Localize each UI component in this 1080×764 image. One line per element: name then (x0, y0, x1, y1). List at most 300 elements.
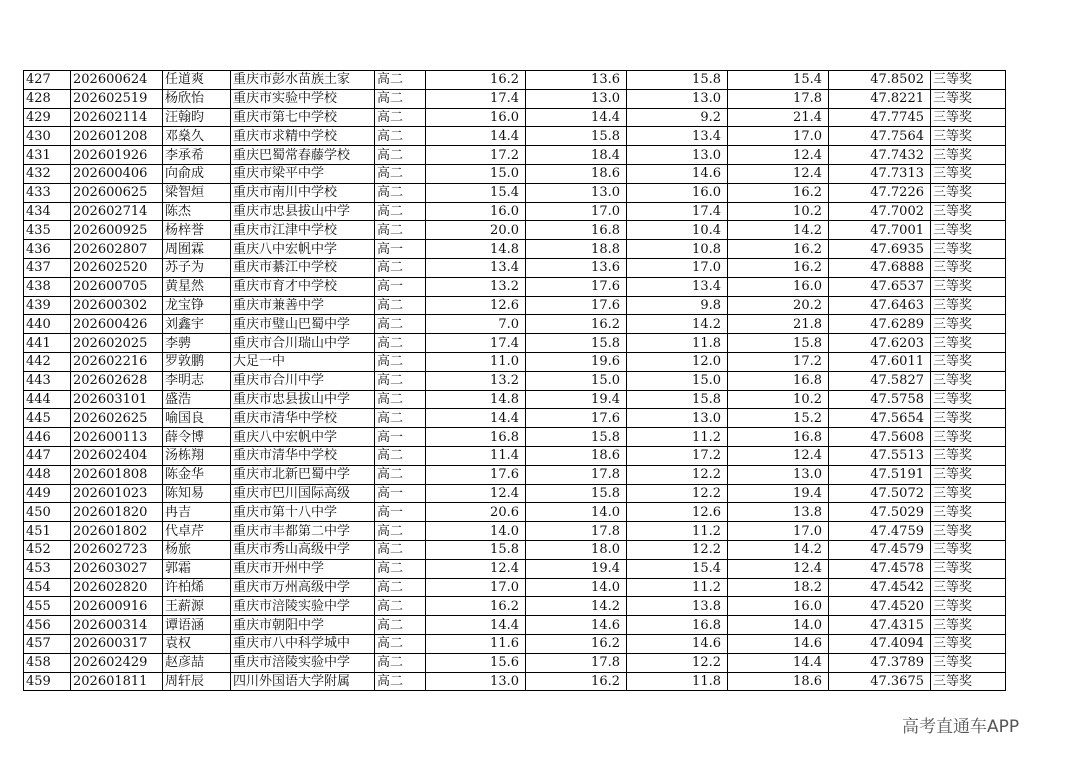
score-3-cell: 17.0 (627, 258, 728, 277)
total-score-cell: 47.5513 (829, 446, 931, 465)
exam-id-cell: 202600317 (71, 634, 163, 653)
rank-cell: 457 (24, 634, 71, 653)
score-2-cell: 14.2 (526, 597, 627, 616)
student-name-cell: 刘鑫宇 (163, 315, 231, 334)
score-3-cell: 11.2 (627, 428, 728, 447)
score-1-cell: 11.4 (426, 446, 526, 465)
total-score-cell: 47.6463 (829, 296, 931, 315)
award-cell: 三等奖 (931, 597, 1006, 616)
total-score-cell: 47.5029 (829, 503, 931, 522)
rank-cell: 443 (24, 371, 71, 390)
total-score-cell: 47.5758 (829, 390, 931, 409)
school-cell: 重庆市忠县拔山中学 (231, 390, 375, 409)
score-2-cell: 15.8 (526, 127, 627, 146)
score-1-cell: 20.0 (426, 221, 526, 240)
rank-cell: 432 (24, 164, 71, 183)
student-name-cell: 汤栋翔 (163, 446, 231, 465)
student-name-cell: 冉吉 (163, 503, 231, 522)
score-3-cell: 15.4 (627, 559, 728, 578)
score-4-cell: 10.2 (728, 202, 829, 221)
score-4-cell: 12.4 (728, 446, 829, 465)
score-1-cell: 16.2 (426, 597, 526, 616)
score-2-cell: 17.6 (526, 409, 627, 428)
table-row (24, 484, 1006, 503)
exam-id-cell: 202600426 (71, 315, 163, 334)
school-cell: 重庆市南川中学校 (231, 183, 375, 202)
score-3-cell: 13.0 (627, 89, 728, 108)
exam-id-cell: 202602429 (71, 653, 163, 672)
school-cell: 重庆市江津中学校 (231, 221, 375, 240)
grade-cell: 高二 (375, 465, 426, 484)
score-1-cell: 11.6 (426, 634, 526, 653)
grade-cell: 高二 (375, 146, 426, 165)
score-3-cell: 16.8 (627, 616, 728, 635)
award-cell: 三等奖 (931, 371, 1006, 390)
school-cell: 重庆市万州高级中学 (231, 578, 375, 597)
score-4-cell: 17.2 (728, 352, 829, 371)
score-3-cell: 11.2 (627, 522, 728, 541)
score-1-cell: 17.0 (426, 578, 526, 597)
rank-cell: 446 (24, 428, 71, 447)
total-score-cell: 47.6537 (829, 277, 931, 296)
student-name-cell: 杨旅 (163, 540, 231, 559)
rank-cell: 436 (24, 240, 71, 259)
table-row (24, 127, 1006, 146)
score-2-cell: 14.4 (526, 108, 627, 127)
score-3-cell: 16.0 (627, 183, 728, 202)
rank-cell: 459 (24, 672, 71, 691)
table-row (24, 371, 1006, 390)
school-cell: 重庆市合川瑞山中学 (231, 334, 375, 353)
score-1-cell: 16.2 (426, 71, 526, 90)
rank-cell: 433 (24, 183, 71, 202)
exam-id-cell: 202600625 (71, 183, 163, 202)
table-row (24, 522, 1006, 541)
score-2-cell: 18.0 (526, 540, 627, 559)
total-score-cell: 47.7226 (829, 183, 931, 202)
score-3-cell: 15.0 (627, 371, 728, 390)
score-3-cell: 17.2 (627, 446, 728, 465)
table-row (24, 616, 1006, 635)
award-cell: 三等奖 (931, 202, 1006, 221)
score-3-cell: 14.6 (627, 164, 728, 183)
score-4-cell: 14.2 (728, 221, 829, 240)
grade-cell: 高二 (375, 315, 426, 334)
score-2-cell: 19.6 (526, 352, 627, 371)
school-cell: 重庆市秀山高级中学 (231, 540, 375, 559)
score-1-cell: 14.4 (426, 409, 526, 428)
score-4-cell: 19.4 (728, 484, 829, 503)
rank-cell: 448 (24, 465, 71, 484)
school-cell: 重庆市第十八中学 (231, 503, 375, 522)
table-row (24, 108, 1006, 127)
score-1-cell: 17.4 (426, 89, 526, 108)
score-4-cell: 18.6 (728, 672, 829, 691)
score-4-cell: 12.4 (728, 146, 829, 165)
exam-id-cell: 202602723 (71, 540, 163, 559)
exam-id-cell: 202600302 (71, 296, 163, 315)
student-name-cell: 任道爽 (163, 71, 231, 90)
rank-cell: 455 (24, 597, 71, 616)
rank-cell: 450 (24, 503, 71, 522)
student-name-cell: 罗敦鹏 (163, 352, 231, 371)
score-3-cell: 12.0 (627, 352, 728, 371)
rank-cell: 445 (24, 409, 71, 428)
table-row (24, 653, 1006, 672)
grade-cell: 高二 (375, 183, 426, 202)
score-4-cell: 16.2 (728, 258, 829, 277)
total-score-cell: 47.4094 (829, 634, 931, 653)
total-score-cell: 47.4520 (829, 597, 931, 616)
score-4-cell: 15.8 (728, 334, 829, 353)
score-4-cell: 14.0 (728, 616, 829, 635)
score-4-cell: 15.2 (728, 409, 829, 428)
student-name-cell: 周轩辰 (163, 672, 231, 691)
award-cell: 三等奖 (931, 146, 1006, 165)
award-cell: 三等奖 (931, 522, 1006, 541)
score-4-cell: 21.8 (728, 315, 829, 334)
award-cell: 三等奖 (931, 446, 1006, 465)
table-row (24, 183, 1006, 202)
grade-cell: 高一 (375, 240, 426, 259)
school-cell: 重庆市兼善中学 (231, 296, 375, 315)
total-score-cell: 47.4542 (829, 578, 931, 597)
score-1-cell: 12.6 (426, 296, 526, 315)
score-4-cell: 14.2 (728, 540, 829, 559)
school-cell: 重庆市梁平中学 (231, 164, 375, 183)
total-score-cell: 47.7745 (829, 108, 931, 127)
grade-cell: 高二 (375, 352, 426, 371)
award-cell: 三等奖 (931, 653, 1006, 672)
total-score-cell: 47.8502 (829, 71, 931, 90)
grade-cell: 高二 (375, 334, 426, 353)
score-1-cell: 12.4 (426, 484, 526, 503)
score-3-cell: 13.4 (627, 277, 728, 296)
score-2-cell: 18.4 (526, 146, 627, 165)
table-row (24, 540, 1006, 559)
school-cell: 重庆市綦江中学校 (231, 258, 375, 277)
total-score-cell: 47.6935 (829, 240, 931, 259)
award-cell: 三等奖 (931, 540, 1006, 559)
grade-cell: 高二 (375, 71, 426, 90)
grade-cell: 高二 (375, 672, 426, 691)
table-row (24, 71, 1006, 90)
award-cell: 三等奖 (931, 127, 1006, 146)
score-2-cell: 17.0 (526, 202, 627, 221)
score-1-cell: 11.0 (426, 352, 526, 371)
score-4-cell: 16.0 (728, 597, 829, 616)
score-1-cell: 13.0 (426, 672, 526, 691)
score-2-cell: 15.8 (526, 428, 627, 447)
rank-cell: 430 (24, 127, 71, 146)
school-cell: 重庆市清华中学校 (231, 409, 375, 428)
score-2-cell: 17.6 (526, 296, 627, 315)
table-row (24, 409, 1006, 428)
score-2-cell: 17.6 (526, 277, 627, 296)
award-cell: 三等奖 (931, 503, 1006, 522)
school-cell: 重庆巴蜀常春藤学校 (231, 146, 375, 165)
score-1-cell: 17.6 (426, 465, 526, 484)
score-3-cell: 10.4 (627, 221, 728, 240)
score-2-cell: 16.2 (526, 634, 627, 653)
score-3-cell: 13.4 (627, 127, 728, 146)
total-score-cell: 47.4759 (829, 522, 931, 541)
rank-cell: 439 (24, 296, 71, 315)
rank-cell: 434 (24, 202, 71, 221)
award-cell: 三等奖 (931, 71, 1006, 90)
grade-cell: 高二 (375, 522, 426, 541)
student-name-cell: 王薪源 (163, 597, 231, 616)
score-4-cell: 13.8 (728, 503, 829, 522)
score-2-cell: 17.8 (526, 522, 627, 541)
score-1-cell: 14.0 (426, 522, 526, 541)
total-score-cell: 47.4579 (829, 540, 931, 559)
school-cell: 重庆市求精中学校 (231, 127, 375, 146)
score-1-cell: 16.0 (426, 202, 526, 221)
score-3-cell: 13.8 (627, 597, 728, 616)
score-1-cell: 13.2 (426, 277, 526, 296)
score-3-cell: 12.2 (627, 653, 728, 672)
exam-id-cell: 202600406 (71, 164, 163, 183)
total-score-cell: 47.5827 (829, 371, 931, 390)
award-cell: 三等奖 (931, 634, 1006, 653)
total-score-cell: 47.5072 (829, 484, 931, 503)
total-score-cell: 47.7564 (829, 127, 931, 146)
exam-id-cell: 202601811 (71, 672, 163, 691)
exam-id-cell: 202602216 (71, 352, 163, 371)
score-4-cell: 13.0 (728, 465, 829, 484)
school-cell: 大足一中 (231, 352, 375, 371)
grade-cell: 高二 (375, 202, 426, 221)
exam-id-cell: 202602519 (71, 89, 163, 108)
score-1-cell: 16.0 (426, 108, 526, 127)
exam-id-cell: 202602807 (71, 240, 163, 259)
score-3-cell: 10.8 (627, 240, 728, 259)
student-name-cell: 李承希 (163, 146, 231, 165)
total-score-cell: 47.4578 (829, 559, 931, 578)
score-1-cell: 17.4 (426, 334, 526, 353)
table-row (24, 634, 1006, 653)
school-cell: 重庆市忠县拔山中学 (231, 202, 375, 221)
exam-id-cell: 202601820 (71, 503, 163, 522)
award-cell: 三等奖 (931, 409, 1006, 428)
score-3-cell: 12.6 (627, 503, 728, 522)
table-row (24, 315, 1006, 334)
score-1-cell: 15.8 (426, 540, 526, 559)
rank-cell: 458 (24, 653, 71, 672)
score-2-cell: 17.8 (526, 653, 627, 672)
exam-id-cell: 202603027 (71, 559, 163, 578)
score-2-cell: 13.0 (526, 183, 627, 202)
exam-id-cell: 202601208 (71, 127, 163, 146)
table-row (24, 578, 1006, 597)
award-cell: 三等奖 (931, 315, 1006, 334)
table-row (24, 146, 1006, 165)
school-cell: 重庆市八中科学城中 (231, 634, 375, 653)
total-score-cell: 47.6888 (829, 258, 931, 277)
exam-id-cell: 202601808 (71, 465, 163, 484)
table-row (24, 202, 1006, 221)
table-row (24, 390, 1006, 409)
score-1-cell: 12.4 (426, 559, 526, 578)
award-cell: 三等奖 (931, 108, 1006, 127)
grade-cell: 高一 (375, 428, 426, 447)
total-score-cell: 47.6203 (829, 334, 931, 353)
table-row (24, 672, 1006, 691)
exam-id-cell: 202600705 (71, 277, 163, 296)
award-cell: 三等奖 (931, 484, 1006, 503)
exam-id-cell: 202602628 (71, 371, 163, 390)
score-4-cell: 14.6 (728, 634, 829, 653)
score-2-cell: 16.2 (526, 672, 627, 691)
grade-cell: 高二 (375, 371, 426, 390)
total-score-cell: 47.6289 (829, 315, 931, 334)
school-cell: 重庆市彭水苗族土家 (231, 71, 375, 90)
score-1-cell: 14.8 (426, 390, 526, 409)
school-cell: 重庆市第七中学校 (231, 108, 375, 127)
total-score-cell: 47.4315 (829, 616, 931, 635)
table-row (24, 352, 1006, 371)
score-2-cell: 19.4 (526, 559, 627, 578)
total-score-cell: 47.8221 (829, 89, 931, 108)
award-cell: 三等奖 (931, 334, 1006, 353)
score-3-cell: 12.2 (627, 465, 728, 484)
grade-cell: 高二 (375, 89, 426, 108)
student-name-cell: 谭语涵 (163, 616, 231, 635)
score-3-cell: 13.0 (627, 409, 728, 428)
student-name-cell: 陈杰 (163, 202, 231, 221)
score-3-cell: 11.8 (627, 672, 728, 691)
school-cell: 重庆市清华中学校 (231, 446, 375, 465)
score-1-cell: 16.8 (426, 428, 526, 447)
exam-id-cell: 202602520 (71, 258, 163, 277)
score-1-cell: 17.2 (426, 146, 526, 165)
grade-cell: 高一 (375, 484, 426, 503)
score-3-cell: 13.0 (627, 146, 728, 165)
award-cell: 三等奖 (931, 578, 1006, 597)
grade-cell: 高二 (375, 446, 426, 465)
table-row (24, 428, 1006, 447)
rank-cell: 441 (24, 334, 71, 353)
exam-id-cell: 202602114 (71, 108, 163, 127)
grade-cell: 高二 (375, 634, 426, 653)
score-3-cell: 15.8 (627, 390, 728, 409)
student-name-cell: 邓燊久 (163, 127, 231, 146)
award-cell: 三等奖 (931, 183, 1006, 202)
total-score-cell: 47.5608 (829, 428, 931, 447)
table-row (24, 221, 1006, 240)
table-row (24, 597, 1006, 616)
score-1-cell: 15.6 (426, 653, 526, 672)
grade-cell: 高二 (375, 559, 426, 578)
grade-cell: 高二 (375, 653, 426, 672)
table-row (24, 465, 1006, 484)
student-name-cell: 许柏烯 (163, 578, 231, 597)
grade-cell: 高二 (375, 108, 426, 127)
student-name-cell: 杨梓誉 (163, 221, 231, 240)
total-score-cell: 47.5191 (829, 465, 931, 484)
score-4-cell: 20.2 (728, 296, 829, 315)
score-3-cell: 12.2 (627, 484, 728, 503)
student-name-cell: 杨欣怡 (163, 89, 231, 108)
score-3-cell: 11.8 (627, 334, 728, 353)
grade-cell: 高二 (375, 597, 426, 616)
table-row (24, 296, 1006, 315)
exam-id-cell: 202600925 (71, 221, 163, 240)
score-3-cell: 14.6 (627, 634, 728, 653)
score-4-cell: 16.8 (728, 371, 829, 390)
rank-cell: 453 (24, 559, 71, 578)
school-cell: 重庆市育才中学校 (231, 277, 375, 296)
exam-id-cell: 202603101 (71, 390, 163, 409)
table-row (24, 164, 1006, 183)
student-name-cell: 向俞成 (163, 164, 231, 183)
rank-cell: 454 (24, 578, 71, 597)
score-3-cell: 9.8 (627, 296, 728, 315)
total-score-cell: 47.6011 (829, 352, 931, 371)
rank-cell: 429 (24, 108, 71, 127)
score-1-cell: 14.4 (426, 616, 526, 635)
score-3-cell: 9.2 (627, 108, 728, 127)
rank-cell: 431 (24, 146, 71, 165)
rank-cell: 442 (24, 352, 71, 371)
score-4-cell: 16.2 (728, 240, 829, 259)
exam-id-cell: 202600113 (71, 428, 163, 447)
student-name-cell: 赵彦喆 (163, 653, 231, 672)
school-cell: 重庆市丰都第二中学 (231, 522, 375, 541)
rank-cell: 427 (24, 71, 71, 90)
exam-id-cell: 202602820 (71, 578, 163, 597)
award-cell: 三等奖 (931, 559, 1006, 578)
school-cell: 重庆市北新巴蜀中学 (231, 465, 375, 484)
grade-cell: 高二 (375, 540, 426, 559)
rank-cell: 452 (24, 540, 71, 559)
award-cell: 三等奖 (931, 352, 1006, 371)
score-1-cell: 14.8 (426, 240, 526, 259)
student-name-cell: 袁权 (163, 634, 231, 653)
school-cell: 重庆八中宏帆中学 (231, 240, 375, 259)
grade-cell: 高二 (375, 296, 426, 315)
award-cell: 三等奖 (931, 164, 1006, 183)
table-row (24, 258, 1006, 277)
score-4-cell: 16.2 (728, 183, 829, 202)
score-1-cell: 7.0 (426, 315, 526, 334)
student-name-cell: 黄星然 (163, 277, 231, 296)
score-2-cell: 18.6 (526, 164, 627, 183)
rank-cell: 437 (24, 258, 71, 277)
table-row (24, 240, 1006, 259)
score-2-cell: 14.0 (526, 578, 627, 597)
score-4-cell: 18.2 (728, 578, 829, 597)
student-name-cell: 盛浩 (163, 390, 231, 409)
rank-cell: 440 (24, 315, 71, 334)
table-row (24, 334, 1006, 353)
score-4-cell: 21.4 (728, 108, 829, 127)
score-2-cell: 13.6 (526, 71, 627, 90)
school-cell: 重庆市朝阳中学 (231, 616, 375, 635)
total-score-cell: 47.3675 (829, 672, 931, 691)
total-score-cell: 47.7002 (829, 202, 931, 221)
exam-id-cell: 202602025 (71, 334, 163, 353)
score-2-cell: 15.8 (526, 484, 627, 503)
school-cell: 重庆市实验中学校 (231, 89, 375, 108)
score-2-cell: 18.8 (526, 240, 627, 259)
total-score-cell: 47.7001 (829, 221, 931, 240)
exam-id-cell: 202602714 (71, 202, 163, 221)
exam-id-cell: 202602404 (71, 446, 163, 465)
award-cell: 三等奖 (931, 465, 1006, 484)
award-cell: 三等奖 (931, 296, 1006, 315)
